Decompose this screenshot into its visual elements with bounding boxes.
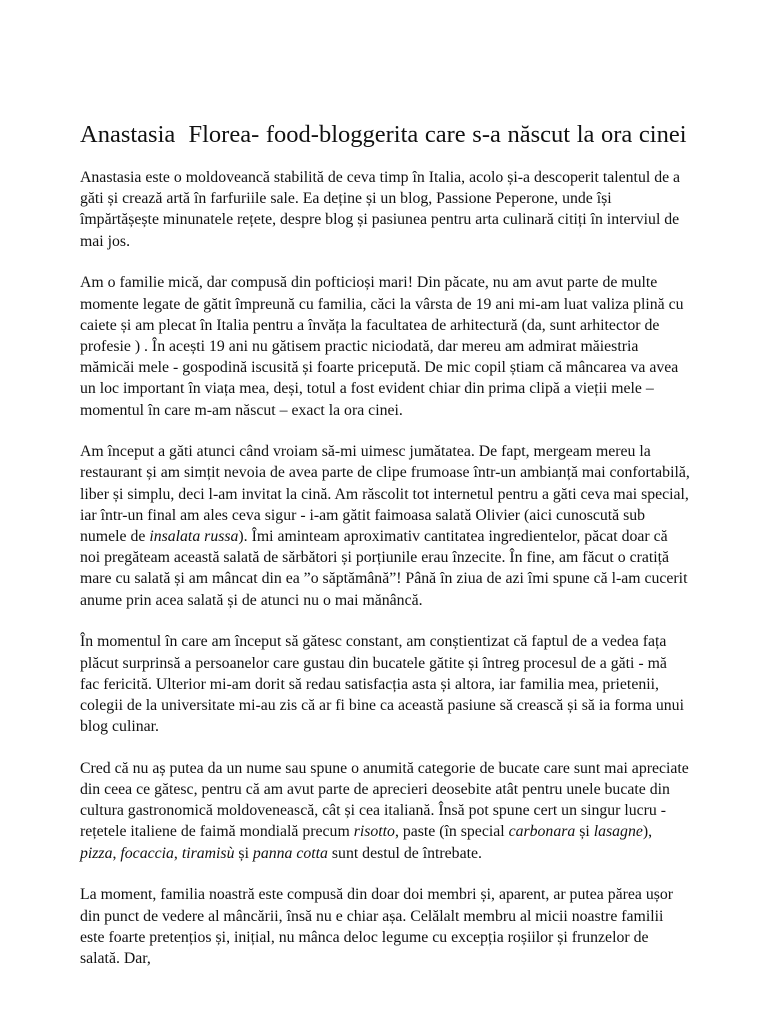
paragraph-text: În momentul în care am început să gătesc constant, am conștientizat că faptul de a vedea fața plăcut surprinsă a persoanelor care gustau din bucatele gătite și întreg procesul de a găti - mă fac fericită. Ulterior mi-am dorit să redau satisfacția asta și altora, iar familia mea, prietenii, colegii de la universitate mi-au zis că ar fi bine ca această pasiune să crească și să ia forma unui blog culinar. <box>80 633 684 736</box>
article-title: Anastasia Florea- food-bloggerita care s-a născut la ora cinei <box>80 121 687 148</box>
article-paragraph <box>80 441 690 611</box>
italic-text: pizza <box>80 844 113 862</box>
paragraph-text: Anastasia este o moldoveancă stabilită de ceva timp în Italia, acolo și-a descoperit talentul de a găti și crează artă în farfuriile sale. Ea deține și un blog, Passione Peperone, unde își împărtășește minunatele rețete, despre blog și pasiunea pentru arta culinară citiți în interviul de mai jos. <box>80 169 681 250</box>
paragraph-text: și <box>575 823 594 841</box>
paragraph-text: sunt destul de întrebate. <box>327 844 482 862</box>
article-paragraph <box>80 167 690 252</box>
paragraph-text: , <box>112 844 121 862</box>
paragraph-text: Am început a găti atunci când vroiam să-mi uimesc jumătatea. De fapt, mergeam mereu la restaurant și am simțit nevoia de avea parte de clipe frumoase într-un ambianță mai confortabilă, liber și simplu, deci l-am invitat la cină. Am răscolit tot internetul pentru a găti ceva mai special, iar într-un final am ales ceva sigur - i-am gătit faimoasa salată Olivier (aici cunoscută sub numele de <box>80 443 690 546</box>
italic-text: insalata russa <box>149 528 239 546</box>
article-body <box>80 167 690 969</box>
paragraph-text: și <box>234 844 253 862</box>
italic-text: panna cotta <box>252 844 328 862</box>
paragraph-text: La moment, familia noastră este compusă din doar doi membri și, aparent, ar putea părea ușor din punct de vedere al mâncării, însă nu e chiar așa. Celălalt membru al micii noastre familii este foarte pretențios și, inițial, nu mânca deloc legume cu excepția roșiilor și frunzelor de salată. Dar, <box>80 886 674 967</box>
paragraph-text: , <box>173 844 182 862</box>
paragraph-text: Am o familie mică, dar compusă din pofticioși mari! Din păcate, nu am avut parte de multe momente legate de gătit împreună cu familia, căci la vârsta de 19 ani mi-am luat valiza plină cu caiete și am plecat în Italia pentru a învăța la facultatea de arhitectură (da, sunt arhitector de profesie ) . În acești 19 ani nu gătisem practic niciodată, dar mereu am admirat măiestria mămicăi mele - gospodină iscusită și foarte pricepută. De mic copil știam că mâncarea va avea un loc important în viața mea, deși, totul a fost evident chiar din prima clipă a vieții mele – momentul în care m-am născut – exact la ora cinei. <box>80 274 684 419</box>
article-paragraph <box>80 884 690 969</box>
paragraph-text: ). Îmi aminteam aproximativ cantitatea ingredientelor, păcat doar că noi pregăteam această salată de sărbători și porțiunile erau înzecite. În fine, am făcut o cratiță mare cu salată și am mâncat din ea ”o săptămână”! Până în ziua de azi îmi spune că l-am cucerit anume prin acea salată și de atunci nu o mai mănâncă. <box>80 528 688 609</box>
italic-text: focaccia <box>120 844 174 862</box>
article-paragraph <box>80 272 690 420</box>
paragraph-text: , paste (în special <box>394 823 509 841</box>
article-paragraph <box>80 631 690 737</box>
paragraph-text: Cred că nu aș putea da un nume sau spune o anumită categorie de bucate care sunt mai apreciate din ceea ce gătesc, pentru că am avut parte de aprecieri deosebite atât pentru unele bucate din cultura gastronomică moldovenească, cât și cea italiană. Însă pot spune cert un singur lucru - rețetele italiene de faimă mondială precum <box>80 759 689 841</box>
paragraph-text: ), <box>642 823 653 841</box>
article-paragraph <box>80 758 690 864</box>
italic-text: carbonara <box>508 823 576 841</box>
italic-text: tiramisù <box>181 844 235 862</box>
italic-text: lasagne <box>593 823 643 841</box>
italic-text: risotto <box>353 823 395 841</box>
